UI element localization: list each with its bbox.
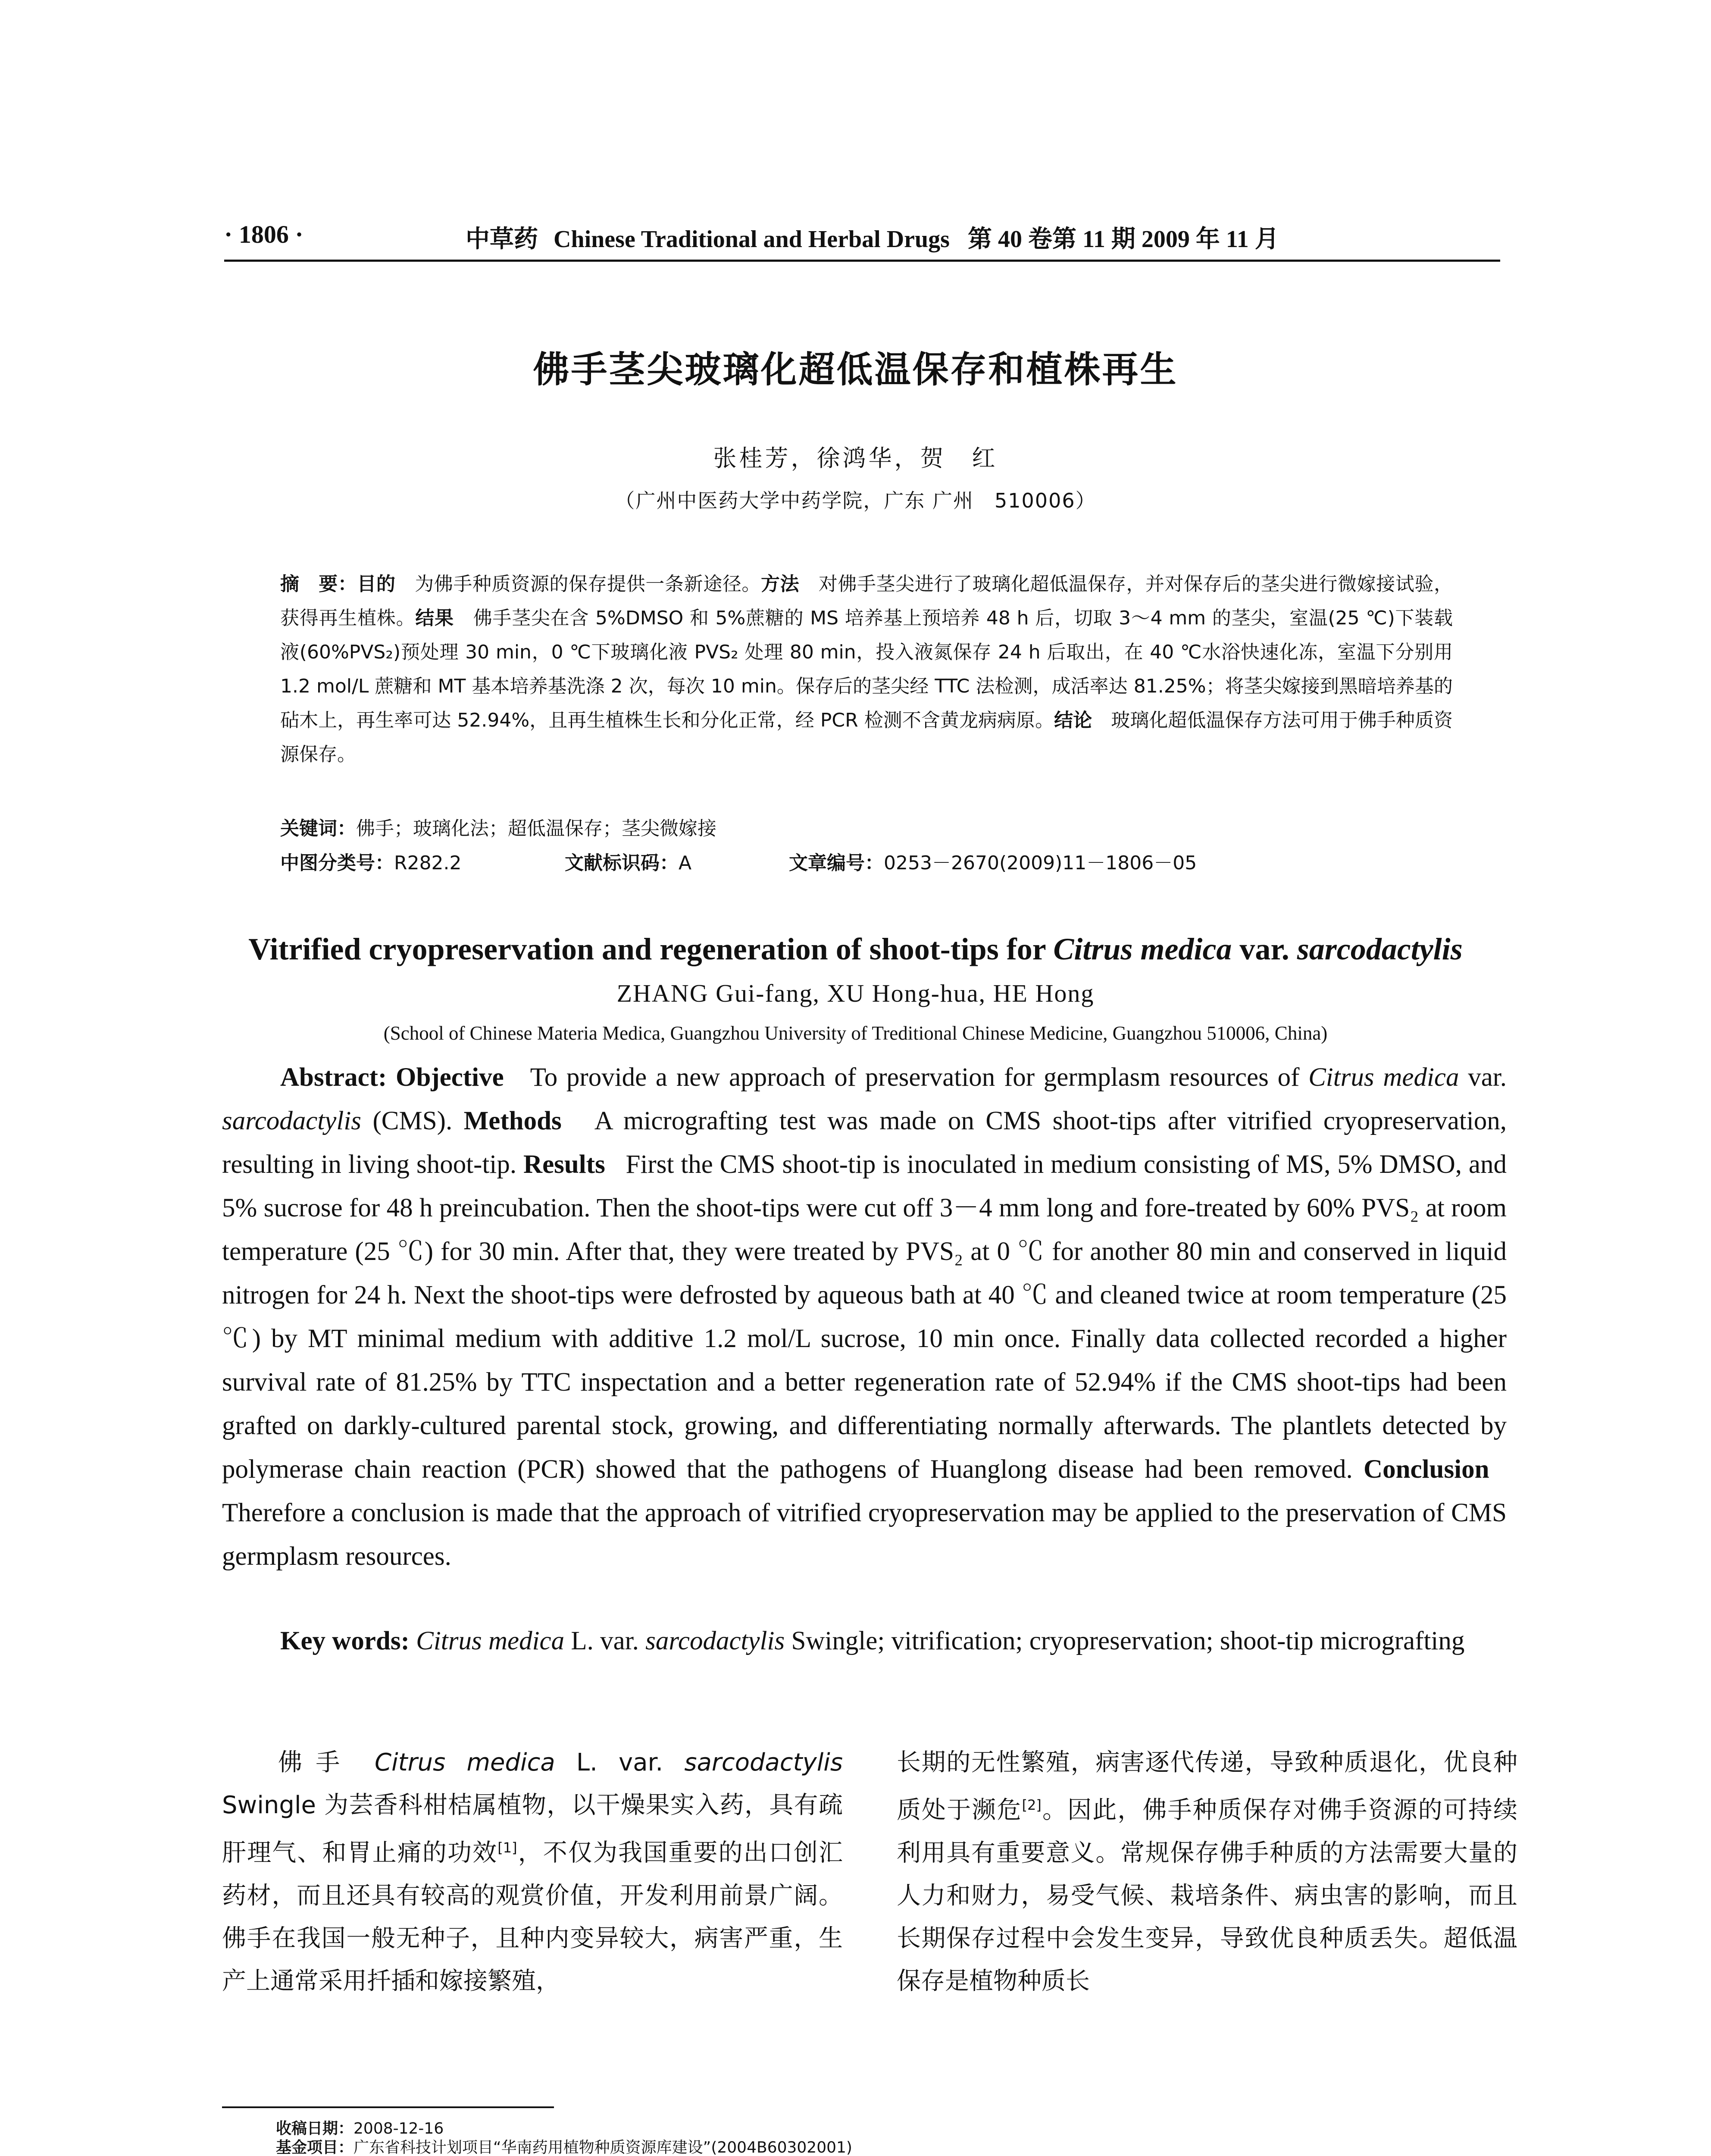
body-left-text-b: ，不仅为我国重要的出口创汇药材，而且还具有较高的观赏价值，开发利用前景广阔。佛手在我国一般无种子，且种内变异较大，病害严重，生产上通常采用扦插和嫁接繁殖， — [222, 1839, 843, 1995]
page-number: · 1806 · — [224, 220, 303, 248]
abstract-cn — [280, 567, 1453, 771]
results-en-text: First the CMS shoot-tip is inoculated in medium consisting of MS, 5% DMSO, and 5% sucrose for 48 h preincubation. Then the shoot-tips were cut off 3－4 mm long and fore-treated by 60% PVS₂ at room temperature (25 ℃) for 30 min. After that, they were treated by PVS₂ at 0 ℃ for another 80 min and conserved in liquid nitrogen for 24 h. Next the shoot-tips were defrosted by aqueous bath at 40 ℃ and cleaned twice at room temperature (25 ℃) by MT minimal medium with additive 1.2 mol/L sucrose, 10 min once. Finally data collected recorded a higher survival rate of 81.25% by TTC inspectation and a better regeneration rate of 52.94% if the CMS shoot-tips had been grafted on darkly-cultured parental stock, growing, and differentiating normally afterwards. The plantlets detected by polymerase chain reaction (PCR) showed that the pathogens of Huanglong disease had been removed. — [222, 1150, 1507, 1484]
footnote-fund — [276, 2138, 1509, 2156]
conclusion-en-label: Conclusion — [1364, 1455, 1489, 1484]
conclusion-cn-text: 玻璃化超低温保存方法可用于佛手种质资源保存。 — [280, 709, 1453, 765]
issue-info: 第 40 卷第 11 期 2009 年 11 月 — [967, 226, 1279, 253]
body-left-mid: L. var. — [555, 1749, 685, 1777]
footnote-rule — [222, 2106, 554, 2108]
header-rule — [224, 260, 1500, 262]
journal-name-en: Chinese Traditional and Herbal Drugs — [554, 226, 950, 253]
keywords-en — [222, 1619, 1507, 1663]
footnote-received — [276, 2119, 1509, 2138]
keywords-cn — [280, 813, 1453, 840]
results-cn-text: 佛手茎尖在含 5%DMSO 和 5%蔗糖的 MS 培养基上预培养 48 h 后，切取 3～4 mm 的茎尖，室温(25 ℃)下装载液(60%PVS₂)预处理 30 min，0 ℃下玻璃化液 PVS₂ 处理 80 min，投入液氮保存 24 h 后取出，在 40 ℃水浴快速化冻，室温下分别用 1.2 mol/L 蔗糖和 MT 基本培养基洗涤 2 次，每次 10 min。保存后的茎尖经 TTC 法检测，成活率达 81.25%；将茎尖嫁接到黑暗培养基的砧木上，再生率可达 52.94%，且再生植株生长和分化正常，经 PCR 检测不含黄龙病病原。 — [280, 607, 1453, 731]
article-number — [789, 847, 1197, 875]
title-en-part1: Vitrified cryopreservation and regeneration of shoot-tips for — [248, 932, 1054, 966]
journal-name-cn: 中草药 — [466, 225, 538, 253]
methods-en-text: A micrografting test was made on CMS shoot-tips after vitrified cryopreservation, resulting in living shoot-tip. — [222, 1106, 1507, 1179]
keywords-en-variety: sarcodactylis — [645, 1626, 785, 1655]
objective-en-label: Objective — [396, 1063, 504, 1092]
doc-value: A — [679, 852, 692, 874]
keywords-cn-label: 关键词： — [280, 818, 356, 840]
art-label: 文章编号： — [789, 852, 884, 874]
objective-en-text-b: var. — [1459, 1063, 1507, 1092]
citation-ref-2: [2] — [1022, 1797, 1042, 1813]
title-cn: 佛手茎尖玻璃化超低温保存和植株再生 — [533, 348, 1178, 391]
running-header — [224, 216, 1500, 263]
results-en-label: Results — [523, 1150, 605, 1179]
keywords-en-species: Citrus medica — [416, 1626, 565, 1655]
received-label: 收稿日期： — [276, 2120, 354, 2137]
doc-label: 文献标识码： — [565, 852, 679, 874]
body-left-text-a: Swingle 为芸香科柑桔属植物，以干燥果实入药，具有疏肝理气、和胃止痛的功效 — [222, 1791, 843, 1867]
conclusion-cn-label: 结论 — [1054, 709, 1092, 731]
clc-value: R282.2 — [394, 852, 462, 874]
methods-en-label: Methods — [463, 1106, 562, 1135]
title-en-part2: var. — [1232, 932, 1297, 966]
footnotes — [276, 2119, 1509, 2156]
method-cn-text: 对佛手茎尖进行了玻璃化超低温保存，并对保存后的茎尖进行微嫁接试验，获得再生植株。 — [280, 573, 1453, 629]
affiliation-cn: （广州中医药大学中药学院，广东 广州 510006） — [615, 489, 1096, 512]
body-left-species: Citrus medica — [374, 1749, 555, 1777]
abstract-cn-label: 摘 要： — [280, 573, 357, 595]
title-en-variety: sarcodactylis — [1297, 932, 1463, 966]
clc-number — [280, 847, 462, 875]
authors-en: ZHANG Gui-fang, XU Hong-hua, HE Hong — [616, 979, 1095, 1007]
fund-label: 基金项目： — [276, 2139, 354, 2156]
objective-en-variety: sarcodactylis — [222, 1106, 362, 1135]
results-cn-label: 结果 — [415, 607, 454, 629]
objective-cn-label: 目的 — [357, 573, 396, 595]
title-en — [0, 931, 1711, 967]
keywords-en-mid: L. var. — [564, 1626, 646, 1655]
body-right-text-a: 长期的无性繁殖，病害逐代传递，导致种质退化，优良种质处于濒危 — [897, 1749, 1517, 1824]
conclusion-en-text: Therefore a conclusion is made that the approach of vitrified cryopreservation may be applied to the preservation of CMS germplasm resources. — [222, 1498, 1507, 1571]
objective-cn-text: 为佛手种质资源的保存提供一条新途径。 — [415, 573, 761, 595]
body-right-text-b: 。因此，佛手种质保存对佛手资源的可持续利用具有重要意义。常规保存佛手种质的方法需要大量的人力和财力，易受气候、栽培条件、病虫害的影响，而且长期保存过程中会发生变异，导致优良种质丢失。超低温保存是植物种质长 — [897, 1796, 1518, 1995]
objective-en-text-c: (CMS). — [361, 1106, 453, 1135]
received-date: 2008-12-16 — [353, 2120, 444, 2137]
keywords-en-rest: Swingle; vitrification; cryopreservation; shoot-tip micrografting — [785, 1626, 1465, 1655]
abstract-en — [222, 1056, 1507, 1578]
art-value: 0253－2670(2009)11－1806－05 — [884, 852, 1197, 874]
affiliation-en: (School of Chinese Materia Medica, Guangzhou University of Treditional Chinese Medicine, Guangzhou 510006, China) — [383, 1022, 1328, 1044]
clc-label: 中图分类号： — [280, 852, 394, 874]
keywords-cn-text: 佛手；玻璃化法；超低温保存；茎尖微嫁接 — [356, 818, 716, 840]
objective-en-text-a: To provide a new approach of preservation for germplasm resources of — [530, 1063, 1309, 1092]
body-left-lead: 佛手 — [278, 1749, 375, 1777]
body-left-variety: sarcodactylis — [684, 1749, 843, 1777]
authors-cn: 张桂芳，徐鸿华，贺 红 — [713, 445, 998, 472]
title-en-species: Citrus medica — [1053, 932, 1232, 966]
abstract-en-label: Abstract: — [280, 1063, 387, 1092]
doc-code — [565, 847, 691, 875]
journal-line — [466, 220, 1279, 254]
fund-text: 广东省科技计划项目“华南药用植物种质资源库建设”(2004B60302001) — [353, 2139, 852, 2156]
objective-en-species: Citrus medica — [1308, 1063, 1459, 1092]
body-column-right — [897, 1741, 1517, 2002]
method-cn-label: 方法 — [761, 573, 800, 595]
body-column-left — [222, 1741, 843, 2002]
keywords-en-label: Key words: — [280, 1626, 410, 1655]
citation-ref-1: [1] — [497, 1839, 517, 1856]
